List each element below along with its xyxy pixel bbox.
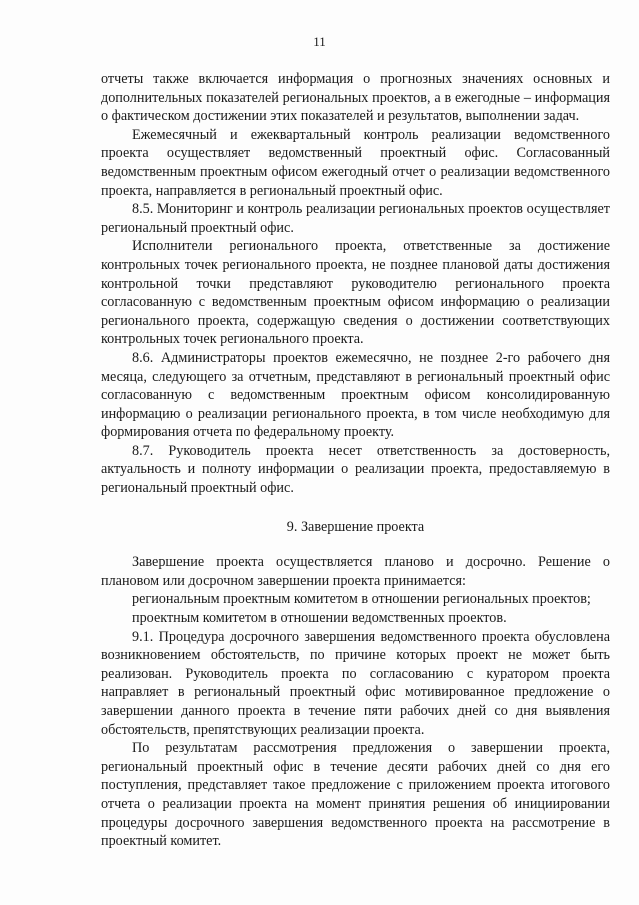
page-number: 11 (313, 34, 326, 49)
paragraph-8-6: 8.6. Администраторы проектов ежемесячно, не позднее 2-го рабочего дня месяца, следующего за отчетным, представляют в региональный проектный офис согласованную с ведомственным проектным офисом консолидированную информацию о реализации регионального проекта, в том числе необходимую для формирования отчета по федеральному проекту. (101, 349, 610, 441)
section-heading: 9. Завершение проекта (286, 518, 425, 535)
paragraph-executors: Исполнители регионального проекта, ответственные за достижение контрольных точек регионального проекта, не позднее плановой даты достижения контрольной точки представляют руководителю регионального проекта согласованную с ведомственным проектным офисом информацию о реализации регионального проекта, содержащую сведения о достижении соответствующих контрольных точек регионального проекта. (101, 238, 610, 348)
paragraph-monthly-control: Ежемесячный и ежеквартальный контроль реализации ведомственного проекта осуществляет ведомственный проектный офис. Согласованный ведомственным проектным офисом ежегодный отчет о реализации ведомственного проекта, направляется в региональный проектный офис. (101, 126, 610, 199)
paragraph-9-1: 9.1. Процедура досрочного завершения ведомственного проекта обусловлена возникновением обстоятельств, по причине которых проект не может быть реализован. Руководитель проекта по согласованию с куратором проекта направляет в региональный проектный офис мотивированное предложение о завершении данного проекта в течение пяти рабочих дней со дня выявления обстоятельств, препятствующих реализации проекта. (101, 628, 610, 738)
list-item-regional-committee: региональным проектным комитетом в отношении региональных проектов; (132, 591, 591, 608)
paragraph-8-7: 8.7. Руководитель проекта несет ответственность за достоверность, актуальность и полноту информации о реализации проекта, предоставляемую в региональный проектный офис. (101, 442, 610, 497)
paragraph-8-5: 8.5. Мониторинг и контроль реализации региональных проектов осуществляет региональный проектный офис. (101, 201, 610, 236)
page-body (101, 70, 610, 851)
list-item-project-committee: проектным комитетом в отношении ведомственных проектов. (132, 610, 507, 627)
paragraph-continuation: отчеты также включается информация о прогнозных значениях основных и дополнительных показателей региональных проектов, а в ежегодные – информация о фактическом достижении этих показателей и результатов, выполнении задач. (101, 71, 610, 125)
paragraph-review-results: По результатам рассмотрения предложения о завершении проекта, региональный проектный офис в течение десяти рабочих дней со дня его поступления, представляет такое предложение с приложением проекта итогового отчета о реализации проекта на момент принятия решения об инициировании процедуры досрочного завершения ведомственного проекта на рассмотрение в проектный комитет. (101, 740, 610, 850)
paragraph-completion-intro: Завершение проекта осуществляется планово и досрочно. Решение о плановом или досрочном завершении проекта принимается: (101, 554, 610, 589)
